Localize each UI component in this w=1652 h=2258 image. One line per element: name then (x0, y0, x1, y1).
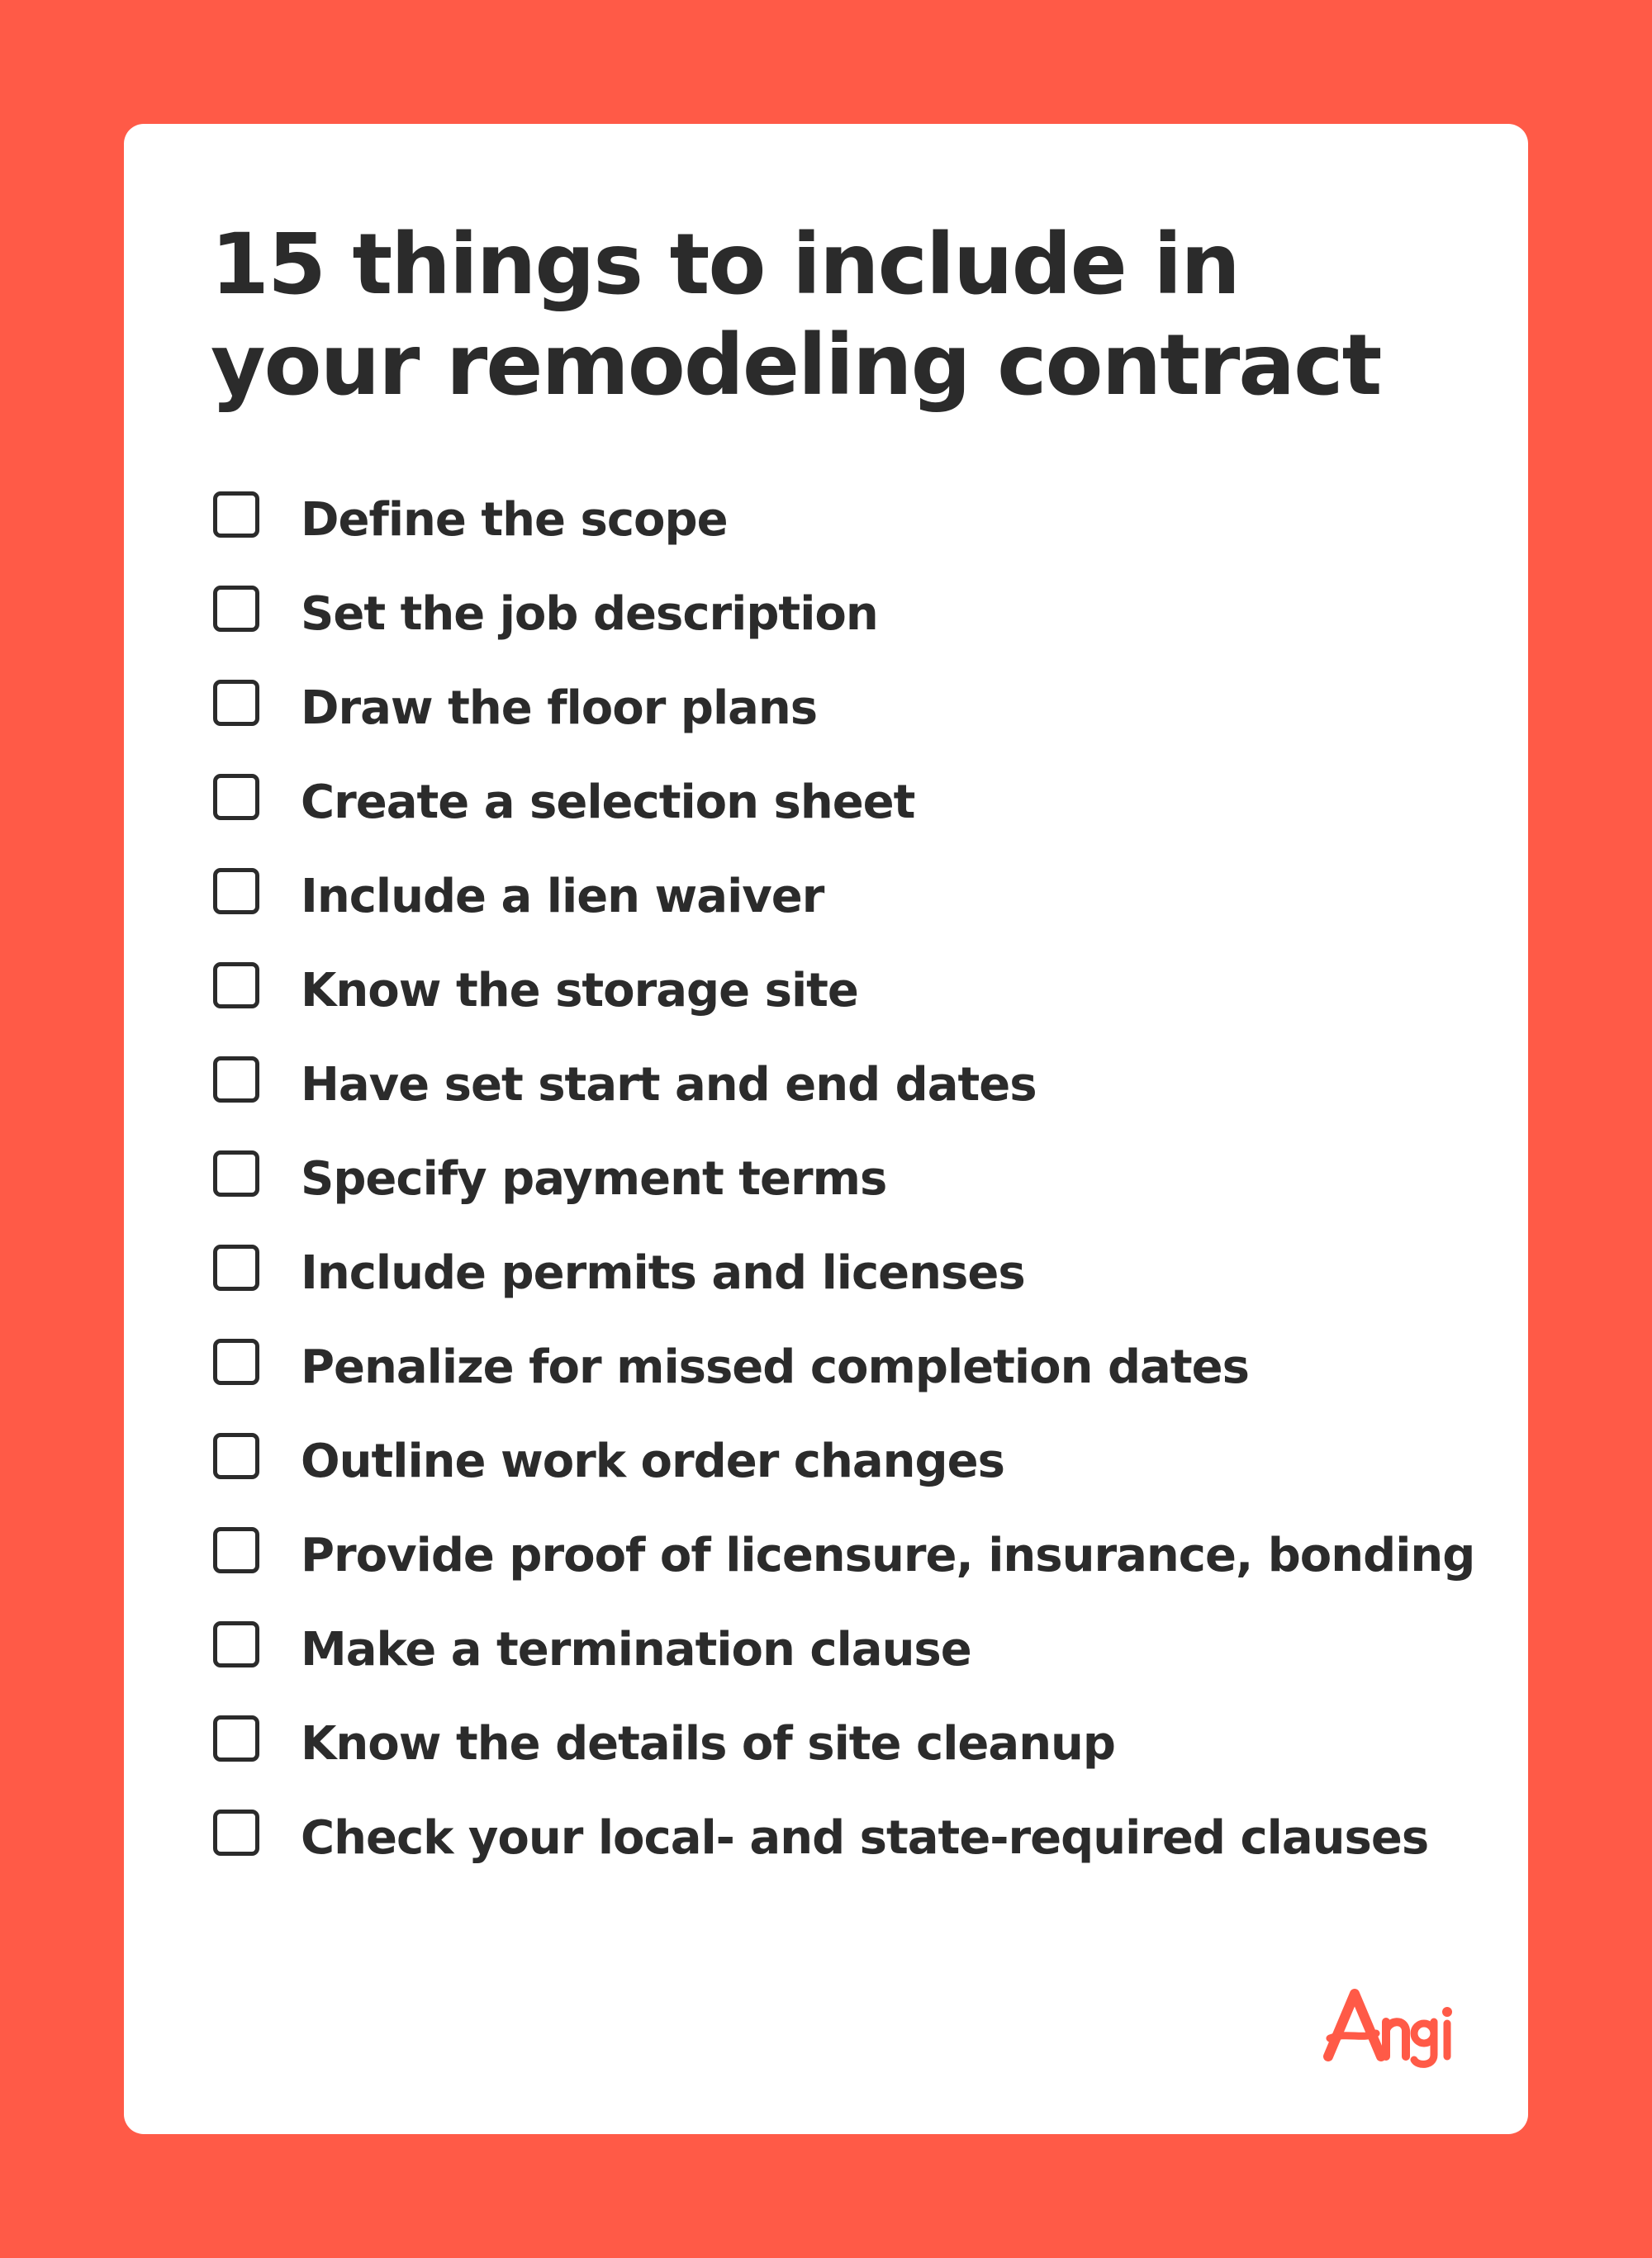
checklist-item-label: Create a selection sheet (301, 775, 915, 829)
checkbox-icon[interactable] (213, 774, 259, 820)
checkbox-icon[interactable] (213, 1433, 259, 1479)
checklist-item (213, 1508, 1474, 1602)
checklist-item (213, 1037, 1474, 1131)
checkbox-icon[interactable] (213, 1810, 259, 1856)
checklist-item-label: Include permits and licenses (301, 1245, 1025, 1300)
checklist-item (213, 849, 1474, 943)
checkbox-icon[interactable] (213, 491, 259, 538)
checklist-item-label: Include a lien waiver (301, 869, 824, 923)
checkbox-icon[interactable] (213, 1339, 259, 1385)
content-card (124, 124, 1528, 2134)
checklist-item (213, 1791, 1474, 1885)
checklist (213, 472, 1474, 1885)
checklist-item (213, 1696, 1474, 1791)
checklist-item-label: Outline work order changes (301, 1434, 1004, 1488)
checklist-item (213, 943, 1474, 1037)
checklist-item-label: Define the scope (301, 492, 728, 547)
checklist-item-label: Provide proof of licensure, insurance, bonding (301, 1528, 1475, 1582)
checklist-item-label: Penalize for missed completion dates (301, 1340, 1249, 1394)
checkbox-icon[interactable] (213, 586, 259, 632)
checkbox-icon[interactable] (213, 1621, 259, 1667)
checklist-item-label: Make a termination clause (301, 1622, 971, 1677)
checklist-item-label: Know the details of site cleanup (301, 1716, 1116, 1771)
checklist-item-label: Check your local- and state-required clauses (301, 1810, 1429, 1865)
checklist-item (213, 472, 1474, 567)
checklist-item-label: Set the job description (301, 586, 878, 641)
checkbox-icon[interactable] (213, 1150, 259, 1197)
checklist-item-label: Draw the floor plans (301, 681, 818, 735)
checklist-item (213, 1131, 1474, 1226)
checklist-item-label: Know the storage site (301, 963, 858, 1018)
checklist-item (213, 1226, 1474, 1320)
checkbox-icon[interactable] (213, 1245, 259, 1291)
checklist-item (213, 567, 1474, 661)
checkbox-icon[interactable] (213, 1056, 259, 1103)
checkbox-icon[interactable] (213, 680, 259, 726)
checklist-item-label: Have set start and end dates (301, 1057, 1037, 1112)
angi-logo (1322, 1985, 1454, 2068)
checklist-item (213, 1414, 1474, 1508)
page-title: 15 things to include in your remodeling contract (211, 216, 1381, 415)
checklist-item (213, 755, 1474, 849)
checkbox-icon[interactable] (213, 1527, 259, 1573)
checkbox-icon[interactable] (213, 1715, 259, 1762)
checkbox-icon[interactable] (213, 962, 259, 1008)
checklist-item (213, 1602, 1474, 1696)
checklist-item-label: Specify payment terms (301, 1151, 887, 1206)
checklist-item (213, 1320, 1474, 1414)
checkbox-icon[interactable] (213, 868, 259, 914)
checklist-item (213, 661, 1474, 755)
